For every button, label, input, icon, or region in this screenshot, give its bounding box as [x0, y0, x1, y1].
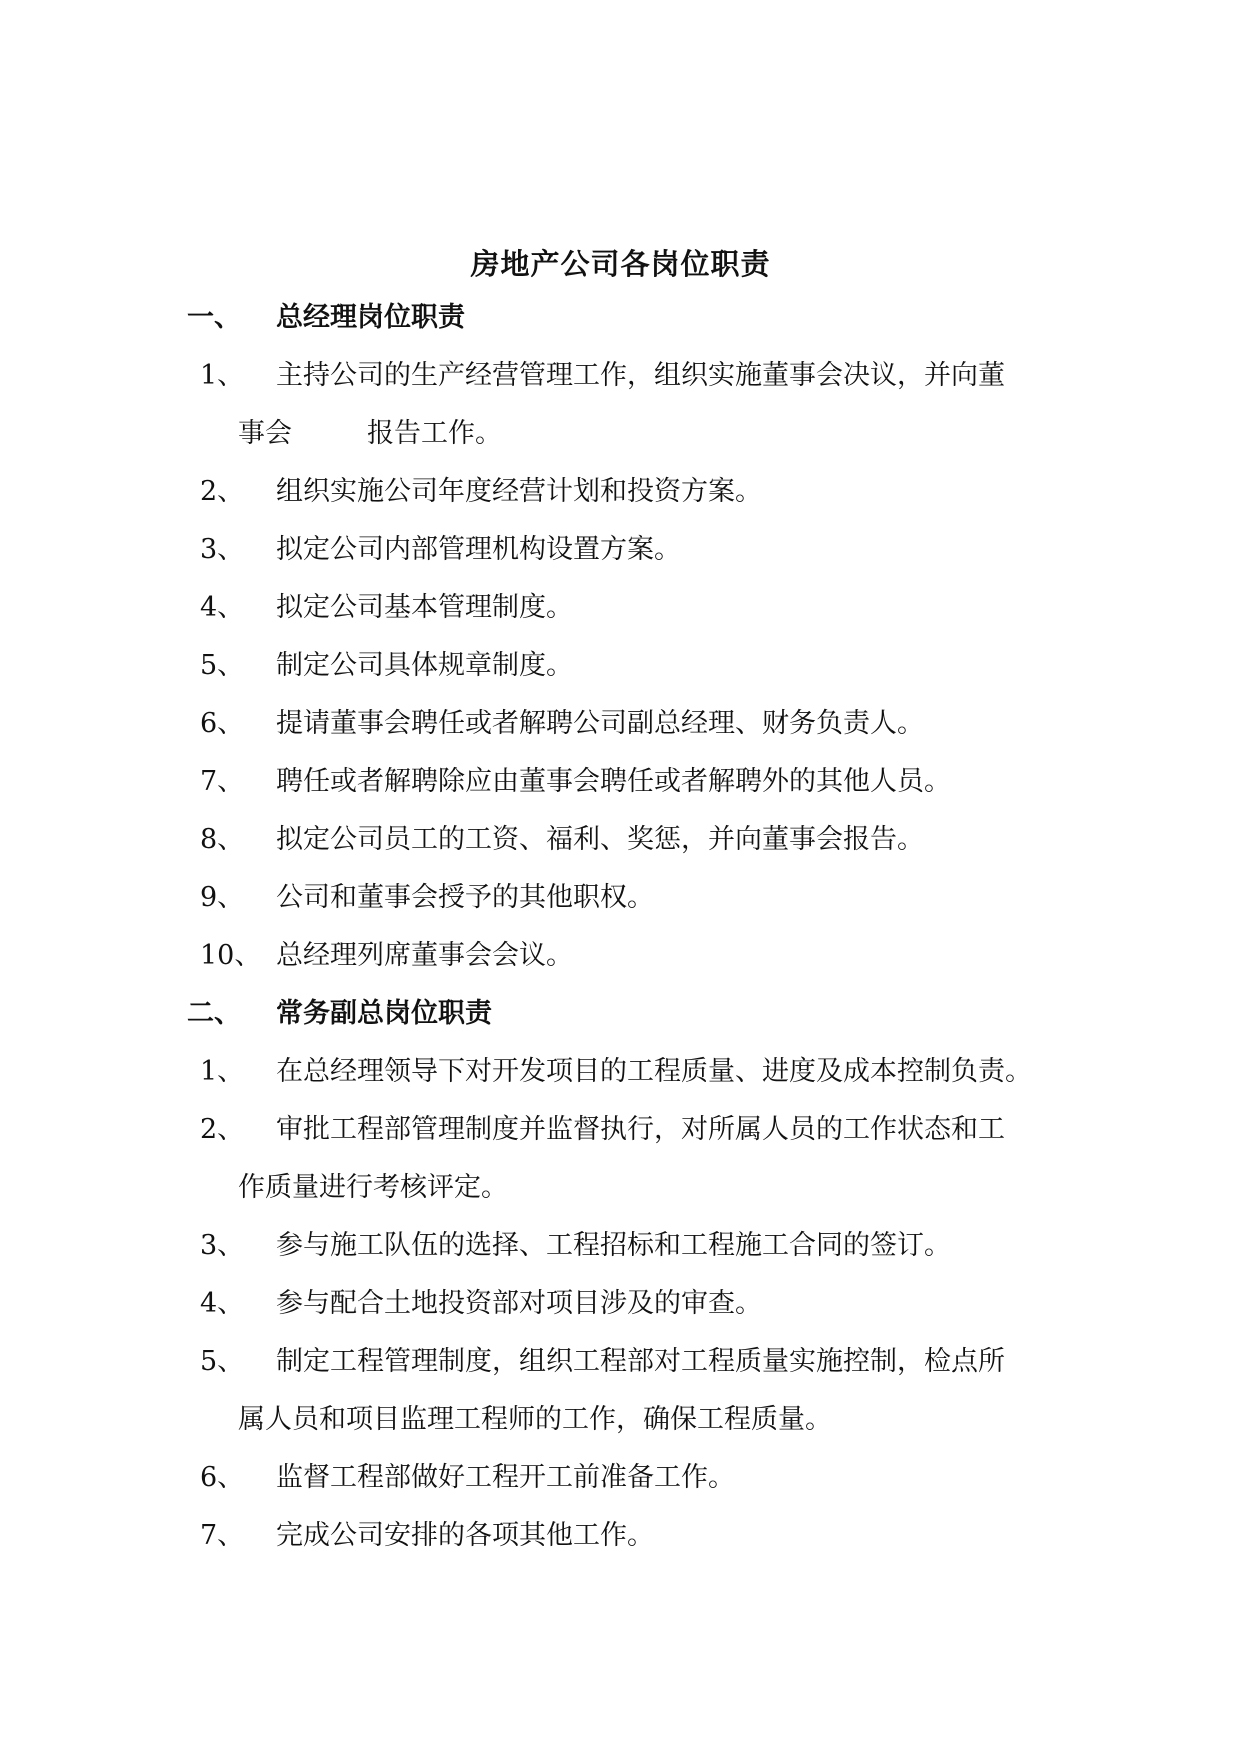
item-number: 2、: [200, 1114, 245, 1145]
item-number: 2、: [200, 476, 245, 507]
item-number: 5、: [200, 650, 245, 681]
item-text: 制定公司具体规章制度。: [276, 650, 573, 681]
section-title: 总经理岗位职责: [276, 302, 465, 333]
item-text: 主持公司的生产经营管理工作，组织实施董事会决议，并向董: [276, 360, 1005, 391]
item-text-continuation-part: 事会: [238, 418, 292, 449]
item-number: 8、: [200, 824, 245, 855]
item-number: 3、: [200, 534, 245, 565]
item-number: 7、: [200, 1520, 245, 1551]
item-number: 9、: [200, 882, 245, 913]
item-number: 7、: [200, 766, 245, 797]
item-text: 总经理列席董事会会议。: [276, 940, 573, 971]
item-number: 3、: [200, 1230, 245, 1261]
item-text-continuation: 作质量进行考核评定。: [238, 1172, 508, 1203]
item-text: 审批工程部管理制度并监督执行，对所属人员的工作状态和工: [276, 1114, 1005, 1145]
item-text: 公司和董事会授予的其他职权。: [276, 882, 654, 913]
item-text: 提请董事会聘任或者解聘公司副总经理、财务负责人。: [276, 708, 924, 739]
item-text: 拟定公司员工的工资、福利、奖惩，并向董事会报告。: [276, 824, 924, 855]
item-text: 拟定公司基本管理制度。: [276, 592, 573, 623]
item-text: 参与配合土地投资部对项目涉及的审查。: [276, 1288, 762, 1319]
item-text: 参与施工队伍的选择、工程招标和工程施工合同的签订。: [276, 1230, 951, 1261]
item-text: 监督工程部做好工程开工前准备工作。: [276, 1462, 735, 1493]
item-number: 10、: [200, 940, 262, 971]
item-text-continuation-part: 报告工作。: [367, 418, 502, 449]
item-text: 制定工程管理制度，组织工程部对工程质量实施控制，检点所: [276, 1346, 1005, 1377]
document-title: 房地产公司各岗位职责: [470, 247, 771, 281]
section-title: 常务副总岗位职责: [276, 998, 492, 1029]
item-number: 5、: [200, 1346, 245, 1377]
item-text: 聘任或者解聘除应由董事会聘任或者解聘外的其他人员。: [276, 766, 951, 797]
item-number: 6、: [200, 1462, 245, 1493]
item-text-continuation: 属人员和项目监理工程师的工作，确保工程质量。: [238, 1404, 832, 1435]
item-number: 4、: [200, 1288, 245, 1319]
item-number: 1、: [200, 1056, 245, 1087]
item-number: 1、: [200, 360, 245, 391]
section-number: 二、: [187, 998, 241, 1029]
section-number: 一、: [187, 302, 241, 333]
item-number: 6、: [200, 708, 245, 739]
item-text: 组织实施公司年度经营计划和投资方案。: [276, 476, 762, 507]
item-text: 在总经理领导下对开发项目的工程质量、进度及成本控制负责。: [276, 1056, 1032, 1087]
item-text: 完成公司安排的各项其他工作。: [276, 1520, 654, 1551]
item-number: 4、: [200, 592, 245, 623]
item-text: 拟定公司内部管理机构设置方案。: [276, 534, 681, 565]
item-text-continuation: [238, 414, 502, 454]
